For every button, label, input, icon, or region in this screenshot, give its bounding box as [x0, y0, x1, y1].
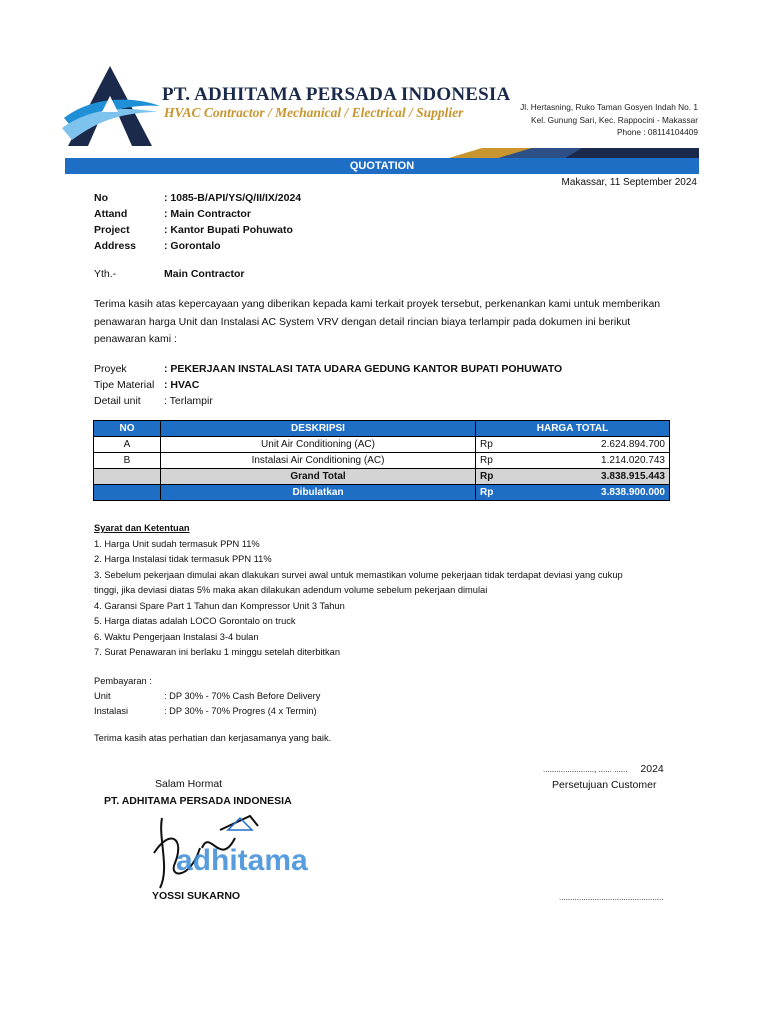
field-row: [94, 238, 301, 254]
field-value: : 1085-B/API/YS/Q/II/IX/2024: [164, 192, 302, 204]
company-logo: [62, 66, 162, 152]
project-label: Tipe Material: [94, 379, 155, 391]
grand-total-label: Grand Total: [161, 469, 476, 485]
grand-total-amount: 3.838.915.443: [524, 469, 670, 485]
project-label: Proyek: [94, 363, 127, 375]
row-description: Instalasi Air Conditioning (AC): [161, 453, 476, 469]
project-value: : PEKERJAAN INSTALASI TATA UDARA GEDUNG KANTOR BUPATI POHUWATO: [164, 363, 563, 375]
payment-value: : DP 30% - 70% Progres (4 x Termin): [164, 706, 317, 716]
payment-value: : DP 30% - 70% Cash Before Delivery: [164, 691, 321, 701]
recipient: [94, 268, 245, 280]
payment-row: [94, 689, 320, 704]
row-description: Unit Air Conditioning (AC): [161, 437, 476, 453]
signature-company: PT. ADHITAMA PERSADA INDONESIA: [104, 795, 292, 807]
rounded-label: Dibulatkan: [161, 485, 476, 501]
customer-year: 2024: [640, 763, 664, 775]
field-row: [94, 190, 301, 206]
term-item: 3. Sebelum pekerjaan dimulai akan dlakukan survei awal untuk memastikan volume pekerjaan tidak terdapat deviasi yang cukup: [94, 569, 623, 580]
terms-heading: Syarat dan Ketentuan: [94, 523, 190, 533]
payment-heading: Pembayaran :: [94, 676, 152, 686]
recipient-label: Yth.-: [94, 268, 117, 280]
header-price: HARGA TOTAL: [476, 421, 670, 437]
customer-date-blank: ......................., ...... ......: [543, 765, 628, 774]
field-label: No: [94, 192, 108, 204]
term-item: 4. Garansi Spare Part 1 Tahun dan Kompressor Unit 3 Tahun: [94, 600, 345, 611]
payment-label: Unit: [94, 691, 111, 701]
rounded-spacer: [94, 485, 161, 501]
intro-paragraph: Terima kasih atas kepercayaan yang diberikan kepada kami terkait proyek tersebut, perkenankan kami untuk memberikan penawaran harga Unit dan Instalasi AC System VRV dengan detail rincian biaya terlampir pada dokumen ini berikut penawaran kami :: [94, 298, 661, 345]
document-title: QUOTATION: [349, 160, 415, 172]
term-item: 1. Harga Unit sudah termasuk PPN 11%: [94, 538, 260, 549]
svg-text:adhitama: adhitama: [176, 844, 308, 877]
project-info: [94, 361, 562, 409]
header-description: DESKRIPSI: [161, 421, 476, 437]
table-header-row: [94, 421, 670, 437]
project-row: [94, 393, 562, 409]
field-label: Address: [94, 240, 137, 252]
payment-label: Instalasi: [94, 706, 129, 716]
payment-section: [94, 674, 320, 719]
signer-name: YOSSI SUKARNO: [152, 890, 241, 902]
project-label: Detail unit: [94, 395, 141, 407]
row-currency: Rp: [476, 453, 525, 469]
term-item: 7. Surat Penawaran ini berlaku 1 minggu setelah diterbitkan: [94, 647, 340, 657]
field-label: Project: [94, 224, 130, 236]
grand-total-spacer: [94, 469, 161, 485]
rounded-total-row: [94, 485, 670, 501]
customer-date: [543, 763, 664, 775]
field-value: : Kantor Bupati Pohuwato: [164, 224, 293, 236]
field-label: Attand: [94, 208, 128, 220]
customer-approval-label: Persetujuan Customer: [552, 779, 657, 791]
row-currency: Rp: [476, 437, 525, 453]
quotation-fields: [94, 190, 301, 254]
table-row: [94, 437, 670, 453]
field-value: : Gorontalo: [164, 240, 221, 252]
rounded-currency: Rp: [476, 485, 525, 501]
rounded-amount: 3.838.900.000: [524, 485, 670, 501]
field-row: [94, 222, 301, 238]
row-amount: 1.214.020.743: [524, 453, 670, 469]
grand-total-row: [94, 469, 670, 485]
payment-row: [94, 704, 320, 719]
term-item: tinggi, jika deviasi diatas 5% maka akan dilakukan adendum volume sebelum pekerjaan dimulai: [94, 585, 488, 595]
document-date: Makassar, 11 September 2024: [561, 177, 697, 188]
project-row: [94, 377, 562, 393]
term-item: 2. Harga Instalasi tidak termasuk PPN 11%: [94, 554, 272, 564]
company-address: [520, 101, 698, 139]
price-table: [93, 420, 670, 501]
recipient-value: Main Contractor: [164, 268, 245, 280]
company-name: PT. ADHITAMA PERSADA INDONESIA: [162, 84, 511, 105]
signature-stamp: [140, 808, 320, 898]
company-tagline: HVAC Contractor / Mechanical / Electrical / Supplier: [164, 105, 464, 120]
row-no: A: [94, 437, 161, 453]
terms-section: [94, 521, 694, 661]
greeting: Salam Hormat: [155, 778, 223, 790]
project-row: [94, 361, 562, 377]
table-row: [94, 453, 670, 469]
field-value: : Main Contractor: [164, 208, 251, 220]
term-item: 5. Harga diatas adalah LOCO Gorontalo on truck: [94, 616, 296, 626]
field-row: [94, 206, 301, 222]
row-no: B: [94, 453, 161, 469]
term-item: 6. Waktu Pengerjaan Instalasi 3-4 bulan: [94, 631, 259, 642]
project-value: : HVAC: [164, 379, 200, 391]
company-phone: Phone : 08114104409: [616, 127, 698, 137]
header-no: NO: [94, 421, 161, 437]
closing-text: Terima kasih atas perhatian dan kerjasamanya yang baik.: [94, 733, 332, 743]
grand-total-currency: Rp: [476, 469, 525, 485]
project-value: : Terlampir: [164, 395, 213, 407]
address-line-1: Jl. Hertasning, Ruko Taman Gosyen Indah No. 1: [520, 102, 698, 112]
customer-signature-line: ...............................................: [559, 893, 664, 902]
row-amount: 2.624.894.700: [524, 437, 670, 453]
address-line-2: Kel. Gunung Sari, Kec. Rappocini - Makassar: [531, 114, 698, 125]
